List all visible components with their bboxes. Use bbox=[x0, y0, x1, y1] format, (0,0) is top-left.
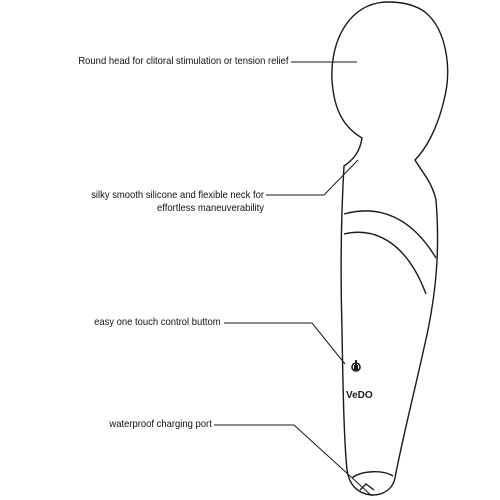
button-leader-line bbox=[224, 323, 345, 364]
neck-callout-line1: silky smooth silicone and flexible neck for bbox=[91, 189, 264, 201]
neck-callout-line2: effortless maneuverability bbox=[157, 202, 264, 214]
port-callout: waterproof charging port bbox=[109, 418, 212, 430]
brand-logo: VeDO bbox=[346, 390, 373, 401]
button-callout: easy one touch control buttom bbox=[94, 316, 221, 328]
neck-callout bbox=[91, 189, 264, 215]
head-callout: Round head for clitoral stimulation or tension relief bbox=[77, 55, 288, 67]
